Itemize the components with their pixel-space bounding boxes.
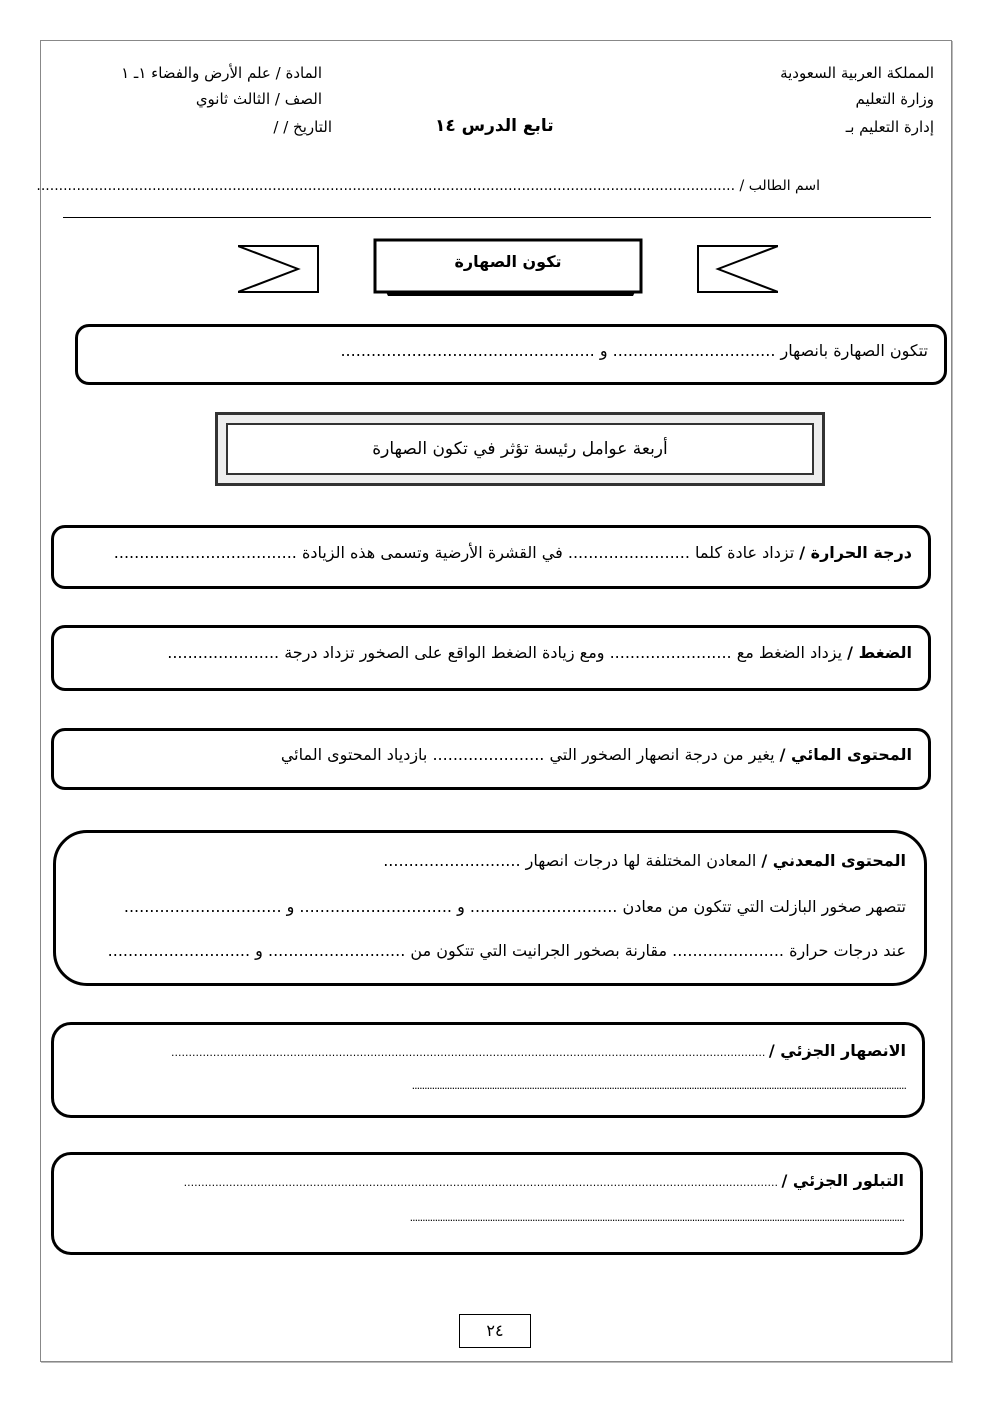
section-line: تزداد عادة كلما ........................ في القشرة الأرضية وتسمى هذه الزيادة .................................... — [113, 543, 800, 562]
section-water-content — [51, 728, 931, 790]
section-label: المحتوى المائي / — [779, 745, 912, 764]
answer-line[interactable]: .......................................................................................................................................................................... — [170, 1046, 769, 1059]
section-line: عند درجات حرارة ...................... مقارنة بصخور الجرانيت التي تتكون من ........................... و ............................ — [107, 941, 906, 960]
section-line: المعادن المختلفة لها درجات انصهار ........................... — [383, 851, 762, 870]
section-label: درجة الحرارة / — [799, 543, 912, 562]
section-line: تتصهر صخور البازلت التي تتكون من معادن ............................. و .............................. و ............................... — [123, 897, 906, 916]
section-label: الضغط / — [847, 643, 912, 662]
section-line: يزداد الضغط مع ........................ ومع زيادة الضغط الواقع على الصخور تزداد درجة ...................... — [167, 643, 848, 662]
page-number: ٢٤ — [459, 1314, 531, 1348]
answer-line[interactable]: .......................................................................................................................................................................... — [183, 1176, 782, 1189]
section-label: التبلور الجزئي / — [781, 1171, 904, 1190]
date-field[interactable]: التاريخ / / — [273, 118, 332, 136]
ministry-label: وزارة التعليم — [855, 90, 934, 108]
grade-label: الصف / الثالث ثانوي — [195, 90, 322, 108]
header-divider — [63, 217, 931, 218]
section-label: المحتوى المعدني / — [761, 851, 906, 870]
section-temperature — [51, 525, 931, 589]
directorate-label: إدارة التعليم بـ — [845, 118, 934, 136]
section-fractional-crystallization — [51, 1152, 923, 1255]
kingdom-label: المملكة العربية السعودية — [780, 64, 934, 82]
section-partial-melting — [51, 1022, 925, 1118]
intro-text: تتكون الصهارة بانصهار ................................ و .................................................. — [340, 341, 928, 360]
section-line: يغير من درجة انصهار الصخور التي ...................... بازدياد المحتوى المائي — [280, 745, 780, 764]
subject-label: المادة / علم الأرض والفضاء ١ـ ١ — [121, 64, 322, 82]
lesson-title: تابع الدرس ١٤ — [435, 116, 554, 136]
section-label: الانصهار الجزئي / — [768, 1041, 906, 1060]
intro-box — [75, 324, 947, 385]
answer-line[interactable]: ...................................................................................................................................................................................................... — [411, 1079, 906, 1092]
banner-title: تكون الصهارة — [454, 252, 562, 271]
section-pressure — [51, 625, 931, 691]
factors-frame — [215, 412, 825, 486]
student-name-field[interactable]: اسم الطالب / ............................................................................................................................................................. — [36, 178, 820, 194]
section-mineral-content — [53, 830, 927, 986]
factors-heading: أربعة عوامل رئيسة تؤثر في تكون الصهارة — [226, 423, 814, 475]
answer-line[interactable]: ...................................................................................................................................................................................................... — [409, 1211, 904, 1224]
